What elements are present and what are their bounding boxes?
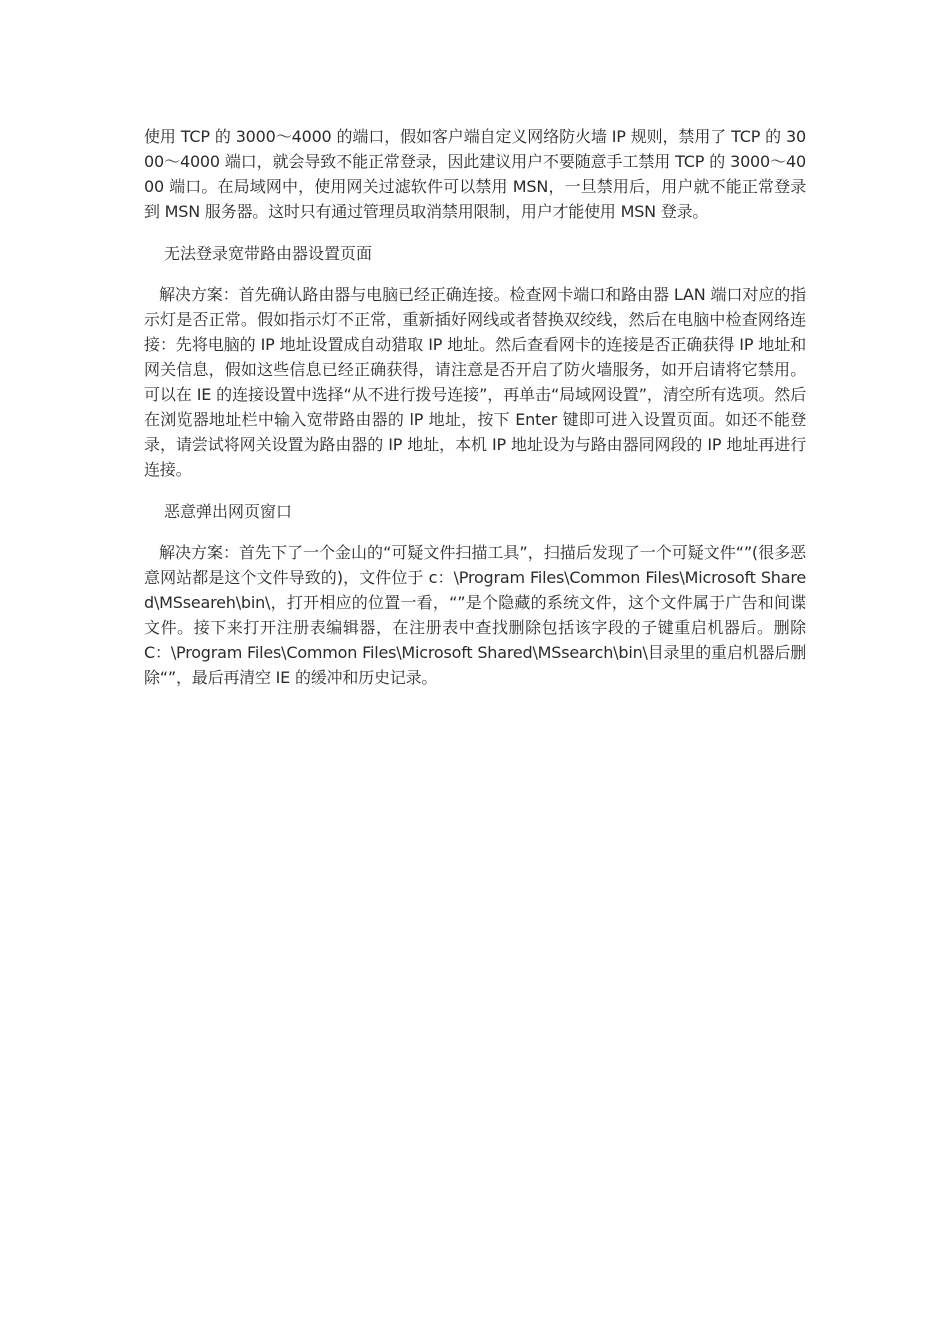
paragraph-spacer bbox=[144, 224, 806, 241]
section-heading-router-login: 无法登录宽带路由器设置页面 bbox=[164, 244, 373, 263]
paragraph-spacer bbox=[144, 482, 806, 499]
paragraph-spacer bbox=[144, 524, 806, 540]
intro-paragraph: 使用 TCP 的 3000～4000 的端口，假如客户端自定义网络防火墙 IP 规则，禁用了 TCP 的 3000～4000 端口，就会导致不能正常登录，因此建议用户不要随意手工禁用 TCP 的 3000～4000 端口。在局域网中，使用网关过滤软件可以禁用 MSN，一旦禁用后，用户就不能正常登录到 MSN 服务器。这时只有通过管理员取消禁用限制，用户才能使用 MSN 登录。 bbox=[144, 127, 806, 221]
paragraph-spacer bbox=[144, 266, 806, 282]
section-heading-popup-window: 恶意弹出网页窗口 bbox=[164, 502, 293, 521]
section-body-popup-window: 解决方案：首先下了一个金山的“可疑文件扫描工具”，扫描后发现了一个可疑文件“”(很多恶意网站都是这个文件导致的)，文件位于 c：\Program Files\Common Files\Microsoft Shared\MSseareh\bin\，打开相应的位置一看，“”是个隐藏的系统文件，这个文件属于广告和间谍文件。接下来打开注册表编辑器，在注册表中查找删除包括该字段的子键重启机器后。删除 C：\Program Files\Common Files\Microsoft Shared\MSsearch\bin\目录里的重启机器后删除“”，最后再清空 IE 的缓冲和历史记录。 bbox=[144, 543, 806, 687]
document-page bbox=[144, 124, 806, 690]
section-body-router-login: 解决方案：首先确认路由器与电脑已经正确连接。检查网卡端口和路由器 LAN 端口对应的指示灯是否正常。假如指示灯不正常，重新插好网线或者替换双绞线，然后在电脑中检查网络连接：先将电脑的 IP 地址设置成自动猎取 IP 地址。然后查看网卡的连接是否正确获得 IP 地址和网关信息，假如这些信息已经正确获得，请注意是否开启了防火墙服务，如开启请将它禁用。可以在 IE 的连接设置中选择“从不进行拨号连接”，再单击“局域网设置”，清空所有选项。然后在浏览器地址栏中输入宽带路由器的 lP 地址，按下 Enter 键即可进入设置页面。如还不能登录，请尝试将网关设置为路由器的 IP 地址，本机 IP 地址设为与路由器同网段的 IP 地址再进行连接。 bbox=[144, 285, 806, 479]
